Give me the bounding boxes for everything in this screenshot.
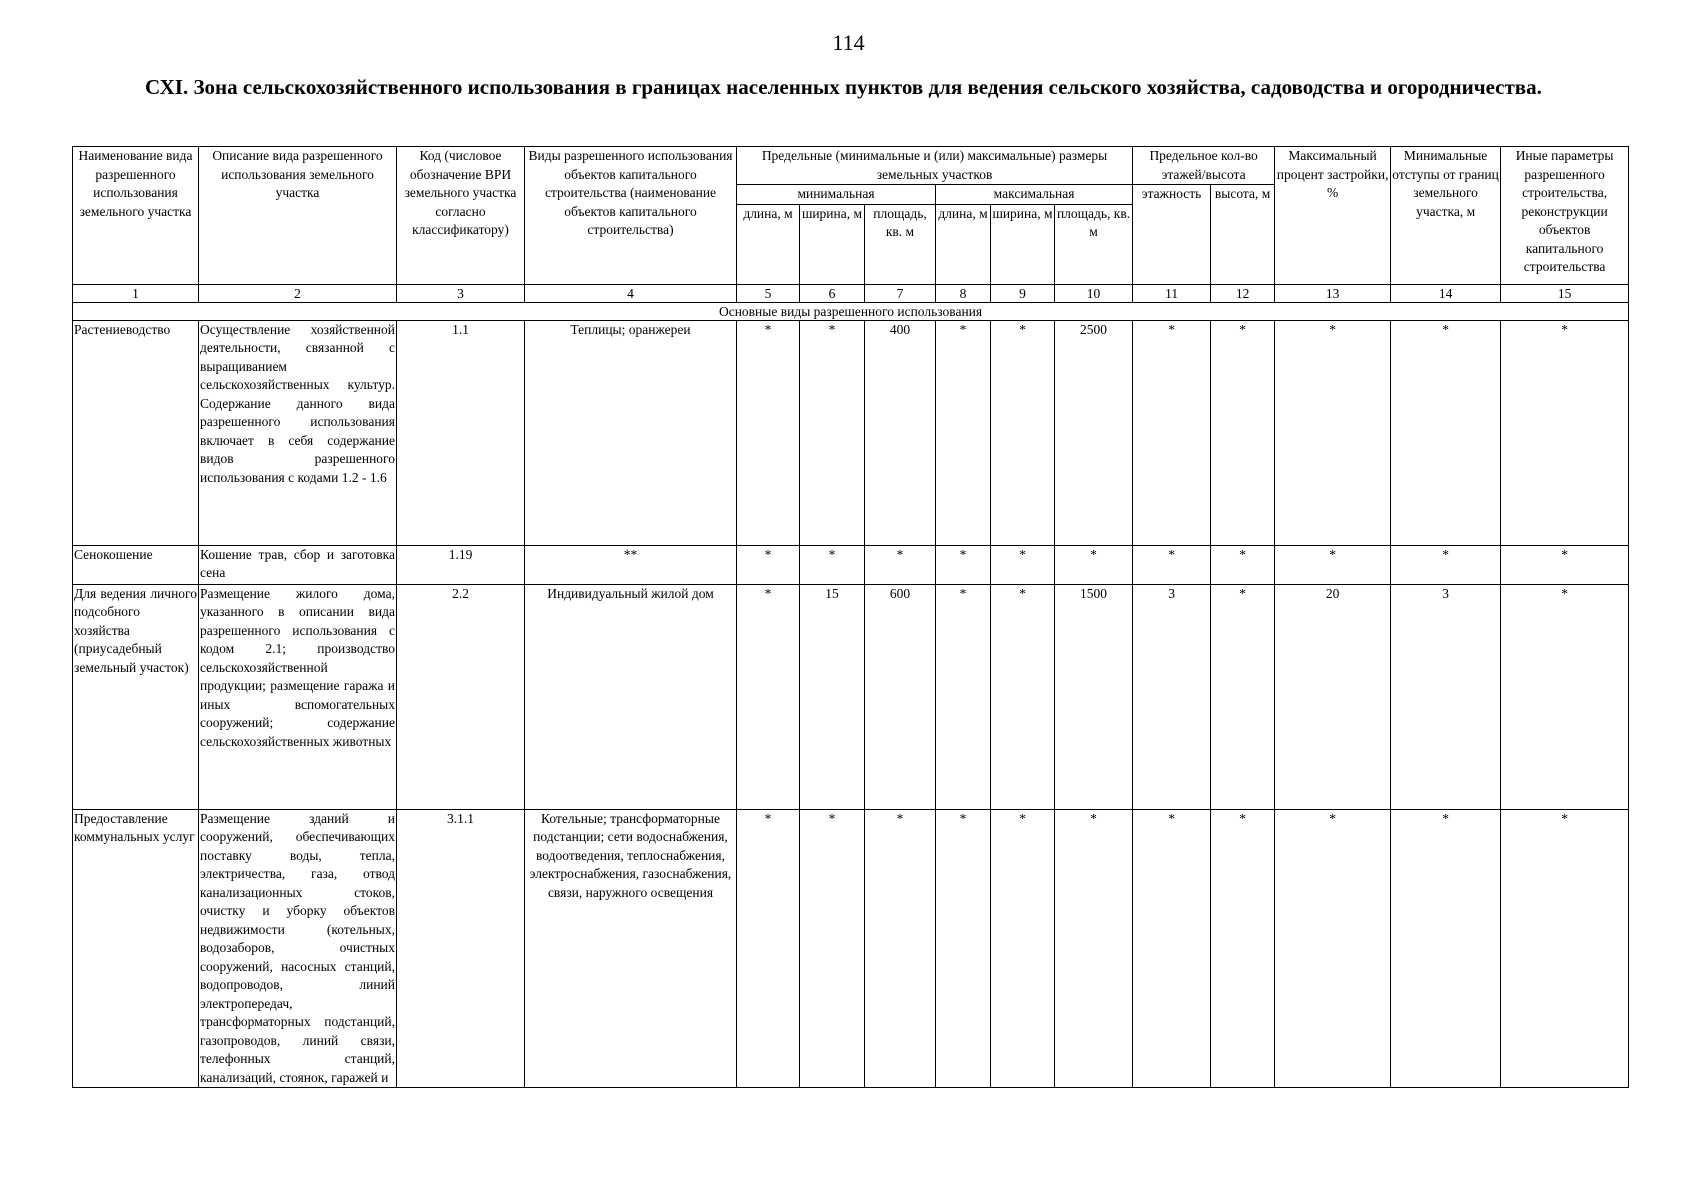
column-number: 1 (73, 284, 199, 302)
section-row (73, 302, 1629, 320)
max-area-value: 1500 (1055, 584, 1133, 809)
height-value: * (1211, 545, 1275, 584)
capital-objects: Котельные; трансформаторные подстанции; сети водоснабжения, водоотведения, теплоснабжения, электроснабжения, газоснабжения, связи, наружного освещения (525, 809, 737, 1088)
section-label: Основные виды разрешенного использования (73, 302, 1629, 320)
height-value: * (1211, 320, 1275, 545)
other-params-value: * (1501, 584, 1629, 809)
header-storeys: этажность (1133, 185, 1211, 285)
header-min-length: длина, м (737, 204, 800, 284)
min-area-value: * (865, 545, 936, 584)
setback-value: * (1391, 320, 1501, 545)
column-number: 13 (1275, 284, 1391, 302)
header-min-width: ширина, м (800, 204, 865, 284)
storeys-value: * (1133, 809, 1211, 1088)
column-number: 14 (1391, 284, 1501, 302)
min-width-value: * (800, 809, 865, 1088)
coverage-value: * (1275, 545, 1391, 584)
column-number: 11 (1133, 284, 1211, 302)
use-description: Размещение жилого дома, указанного в описании вида разрешенного использования с кодом 2.1; производство сельскохозяйственной продукции; размещение гаража и иных вспомогательных сооружений; содержание сельскохозяйственных животных (199, 584, 397, 809)
header-objects: Виды разрешенного использования объектов капитального строительства (наименование объектов капитального строительства) (525, 147, 737, 285)
use-description: Кошение трав, сбор и заготовка сена (199, 545, 397, 584)
other-params-value: * (1501, 809, 1629, 1088)
height-value: * (1211, 584, 1275, 809)
min-width-value: 15 (800, 584, 865, 809)
header-max-coverage: Максимальный процент застройки, % (1275, 147, 1391, 285)
min-width-value: * (800, 320, 865, 545)
max-length-value: * (936, 545, 991, 584)
header-plot-sizes: Предельные (минимальные и (или) максимальные) размеры земельных участков (737, 147, 1133, 185)
min-area-value: * (865, 809, 936, 1088)
capital-objects: Индивидуальный жилой дом (525, 584, 737, 809)
column-number: 3 (397, 284, 525, 302)
use-code: 2.2 (397, 584, 525, 809)
min-length-value: * (737, 545, 800, 584)
header-min-setbacks: Минимальные отступы от границ земельного участка, м (1391, 147, 1501, 285)
storeys-value: * (1133, 545, 1211, 584)
setback-value: 3 (1391, 584, 1501, 809)
capital-objects: Теплицы; оранжереи (525, 320, 737, 545)
use-name: Растениеводство (73, 320, 199, 545)
max-width-value: * (991, 320, 1055, 545)
column-number: 10 (1055, 284, 1133, 302)
max-area-value: * (1055, 545, 1133, 584)
capital-objects: ** (525, 545, 737, 584)
header-height: высота, м (1211, 185, 1275, 285)
header-maximal: максимальная (936, 185, 1133, 205)
zoning-table (72, 146, 1629, 1088)
use-name: Предоставление коммунальных услуг (73, 809, 199, 1088)
table-row (73, 809, 1629, 1088)
column-number: 6 (800, 284, 865, 302)
setback-value: * (1391, 809, 1501, 1088)
setback-value: * (1391, 545, 1501, 584)
max-area-value: * (1055, 809, 1133, 1088)
use-description: Осуществление хозяйственной деятельности, связанной с выращиванием сельскохозяйственных культур. Содержание данного вида разрешенного использования включает в себя содержание видов разрешенного использования с кодами 1.2 - 1.6 (199, 320, 397, 545)
document-title: СХI. Зона сельскохозяйственного использования в границах населенных пунктов для ведения сельского хозяйства, садоводства и огородничества. (145, 75, 1542, 99)
max-length-value: * (936, 584, 991, 809)
height-value: * (1211, 809, 1275, 1088)
min-length-value: * (737, 809, 800, 1088)
column-number: 5 (737, 284, 800, 302)
max-width-value: * (991, 809, 1055, 1088)
storeys-value: * (1133, 320, 1211, 545)
header-min-area: площадь, кв. м (865, 204, 936, 284)
max-length-value: * (936, 320, 991, 545)
header-max-length: длина, м (936, 204, 991, 284)
table-row (73, 545, 1629, 584)
header-name: Наименование вида разрешенного использования земельного участка (73, 147, 199, 285)
column-number: 4 (525, 284, 737, 302)
header-floors-height: Предельное кол-во этажей/высота (1133, 147, 1275, 185)
other-params-value: * (1501, 320, 1629, 545)
table-row (73, 584, 1629, 809)
column-number: 2 (199, 284, 397, 302)
coverage-value: 20 (1275, 584, 1391, 809)
use-name: Сенокошение (73, 545, 199, 584)
column-number: 12 (1211, 284, 1275, 302)
max-width-value: * (991, 545, 1055, 584)
min-width-value: * (800, 545, 865, 584)
header-max-area: площадь, кв. м (1055, 204, 1133, 284)
header-code: Код (числовое обозначение ВРИ земельного участка согласно классификатору) (397, 147, 525, 285)
column-number: 8 (936, 284, 991, 302)
column-number: 9 (991, 284, 1055, 302)
use-code: 3.1.1 (397, 809, 525, 1088)
use-code: 1.1 (397, 320, 525, 545)
column-number: 7 (865, 284, 936, 302)
max-length-value: * (936, 809, 991, 1088)
use-code: 1.19 (397, 545, 525, 584)
use-name: Для ведения личного подсобного хозяйства (приусадебный земельный участок) (73, 584, 199, 809)
header-description: Описание вида разрешенного использования земельного участка (199, 147, 397, 285)
page-number: 114 (832, 30, 865, 55)
column-number: 15 (1501, 284, 1629, 302)
max-area-value: 2500 (1055, 320, 1133, 545)
max-width-value: * (991, 584, 1055, 809)
use-description: Размещение зданий и сооружений, обеспечивающих поставку воды, тепла, электричества, газа, отвод канализационных стоков, очистку и уборку объектов недвижимости (котельных, водозаборов, очистных сооружений, насосных станций, водопроводов, линий электропередач, трансформаторных подстанций, газопроводов, линий связи, телефонных станций, канализаций, стоянок, гаражей и (199, 809, 397, 1088)
other-params-value: * (1501, 545, 1629, 584)
header-minimal: минимальная (737, 185, 936, 205)
min-area-value: 400 (865, 320, 936, 545)
min-area-value: 600 (865, 584, 936, 809)
column-number-row (73, 284, 1629, 302)
min-length-value: * (737, 584, 800, 809)
coverage-value: * (1275, 320, 1391, 545)
header-max-width: ширина, м (991, 204, 1055, 284)
coverage-value: * (1275, 809, 1391, 1088)
header-other-params: Иные параметры разрешенного строительства, реконструкции объектов капитального строительства (1501, 147, 1629, 285)
storeys-value: 3 (1133, 584, 1211, 809)
table-row (73, 320, 1629, 545)
min-length-value: * (737, 320, 800, 545)
